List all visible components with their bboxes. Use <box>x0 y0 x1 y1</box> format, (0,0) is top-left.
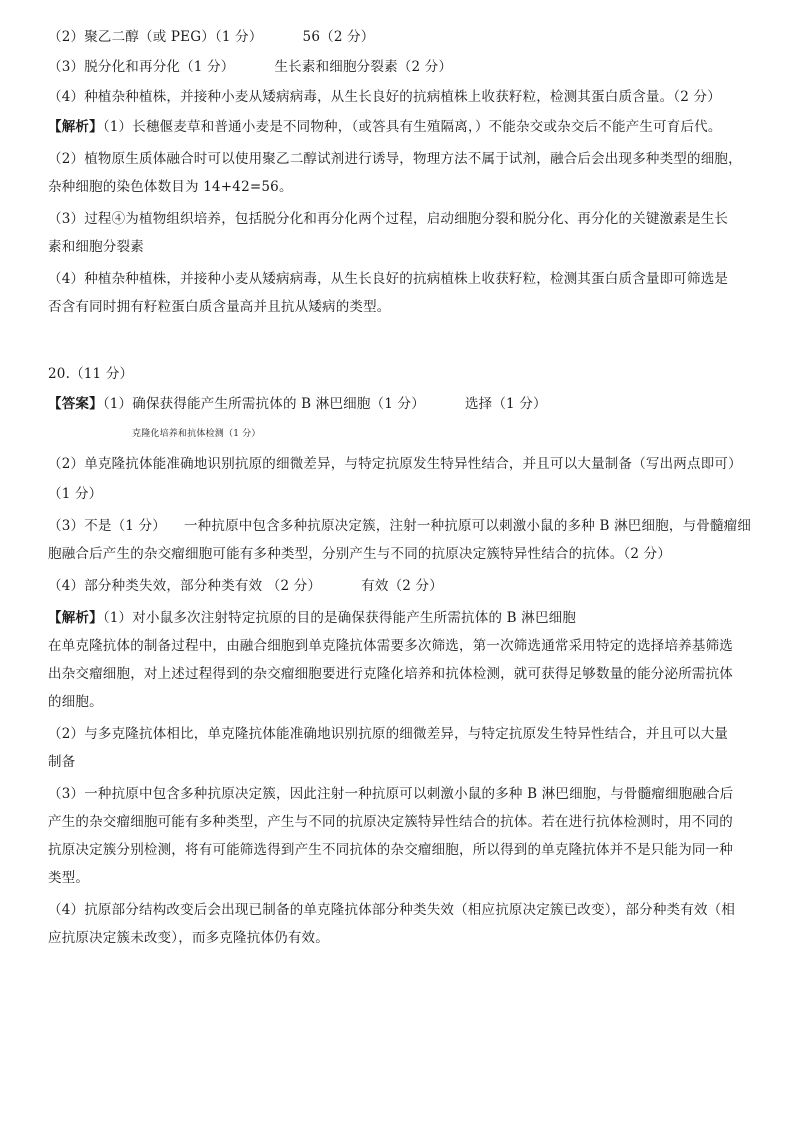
q20-answer-4-part-a: （4）部分种类失效，部分种类有效 （2 分） <box>48 578 322 594</box>
q20-answer-1-part-c: 克隆化培养和抗体检测（1 分） <box>132 429 261 439</box>
q20-answer-3-line-2: 胞融合后产生的杂交瘤细胞可能有多种类型，分别产生与不同的抗原决定簇特异性结合的抗体。（2 分） <box>48 546 672 562</box>
q19-answer-3-part-a: （3）脱分化和再分化（1 分） <box>48 59 235 75</box>
q20-explanation-3-line-3: 抗原决定簇分别检测，将有可能筛选得到产生不同抗体的杂交瘤细胞，所以得到的单克隆抗体并不是只能为同一种 <box>48 842 733 858</box>
q19-explanation-4-line-1: （4）种植杂种植株，并接种小麦从矮病病毒，从生长良好的抗病植株上收获籽粒，检测其蛋白质含量即可筛选是 <box>48 271 729 287</box>
q20-explanation-3-line-4: 类型。 <box>48 870 90 886</box>
q20-answer-3-part-a: （3）不是（1 分） <box>48 518 166 534</box>
q20-explanation-2-line-1: （2）与多克隆抗体相比，单克隆抗体能准确地识别抗原的细微差异，与特定抗原发生特异性结合，并且可以大量 <box>48 726 729 742</box>
q20-answer-3-part-b: 一种抗原中包含多种抗原决定簇，注射一种抗原可以刺激小鼠的多种 B 淋巴细胞，与骨髓瘤细 <box>183 518 752 534</box>
q19-explanation-4-line-2: 否含有同时拥有籽粒蛋白质含量高并且抗从矮病的类型。 <box>48 299 391 315</box>
q20-answer-tag: 【答案】 <box>48 396 103 412</box>
q19-answer-3-part-b: 生长素和细胞分裂素（2 分） <box>274 59 453 75</box>
q20-analysis-tag: 【解析】 <box>48 610 103 626</box>
q20-explanation-3-line-1: （3）一种抗原中包含多种抗原决定簇，因此注射一种抗原可以刺激小鼠的多种 B 淋巴细胞，与骨髓瘤细胞融合后 <box>48 786 734 802</box>
q20-answer-1 <box>48 395 760 413</box>
q20-answer-1-part-a: （1）确保获得能产生所需抗体的 B 淋巴细胞（1 分） <box>102 396 425 412</box>
q20-explanation-1-line-3: 出杂交瘤细胞，对上述过程得到的杂交瘤细胞要进行克隆化培养和抗体检测，就可获得足够数量的能分泌所需抗体 <box>48 666 733 682</box>
q19-answer-2-part-a: （2）聚乙二醇（或 PEG）（1 分） <box>48 29 263 45</box>
q19-answer-2-part-b: 56（2 分） <box>302 29 375 45</box>
q19-explanation-3-line-1: （3）过程④为植物组织培养，包括脱分化和再分化两个过程，启动细胞分裂和脱分化、再分化的关键激素是生长 <box>48 211 729 227</box>
q19-answer-2 <box>48 28 760 46</box>
q20-answer-4-part-b: 有效（2 分） <box>361 578 443 594</box>
q20-answer-4 <box>48 577 760 595</box>
q19-explanation-3-line-2: 素和细胞分裂素 <box>48 239 144 255</box>
q20-answer-2-line-2: （1 分） <box>48 486 103 502</box>
q20-explanation-3-line-2: 产生的杂交瘤细胞可能有多种类型，产生与不同的抗原决定簇特异性结合的抗体。若在进行抗体检测时，用不同的 <box>48 814 733 830</box>
q20-explanation-1-line-1 <box>48 609 760 627</box>
q19-answer-3 <box>48 58 760 76</box>
q20-explanation-1-text: （1）对小鼠多次注射特定抗原的目的是确保获得能产生所需抗体的 B 淋巴细胞 <box>102 610 577 626</box>
q19-explanation-2-line-2: 杂种细胞的染色体数目为 14+42=56。 <box>48 179 293 195</box>
q20-explanation-4-line-2: 应抗原决定簇未改变），而多克隆抗体仍有效。 <box>48 930 329 946</box>
q20-explanation-2-line-2: 制备 <box>48 754 76 770</box>
q20-heading: 20.（11 分） <box>48 366 134 382</box>
q20-explanation-1-line-4: 的细胞。 <box>48 694 103 710</box>
q20-explanation-1-line-2: 在单克隆抗体的制备过程中，由融合细胞到单克隆抗体需要多次筛选，第一次筛选通常采用特定的选择培养基筛选 <box>48 638 733 654</box>
q20-explanation-4-line-1: （4）抗原部分结构改变后会出现已制备的单克隆抗体部分种类失效（相应抗原决定簇已改变），部分种类有效（相 <box>48 902 736 918</box>
q20-answer-3-line-1 <box>48 517 760 535</box>
q19-explanation-1 <box>48 118 760 136</box>
q19-analysis-tag: 【解析】 <box>48 119 103 135</box>
q20-answer-2-line-1: （2）单克隆抗体能准确地识别抗原的细微差异，与特定抗原发生特异性结合，并且可以大量制备（写出两点即可） <box>48 456 742 472</box>
q20-answer-1-part-b: 选择（1 分） <box>464 396 547 412</box>
q19-explanation-1-text: （1）长穗偃麦草和普通小麦是不同物种，（或答具有生殖隔离，）不能杂交或杂交后不能产生可育后代。 <box>102 119 722 135</box>
q19-explanation-2-line-1: （2）植物原生质体融合时可以使用聚乙二醇试剂进行诱导，物理方法不属于试剂，融合后会出现多种类型的细胞， <box>48 151 742 167</box>
q19-answer-4: （4）种植杂种植株，并接种小麦从矮病病毒，从生长良好的抗病植株上收获籽粒，检测其蛋白质含量。（2 分） <box>48 89 721 105</box>
